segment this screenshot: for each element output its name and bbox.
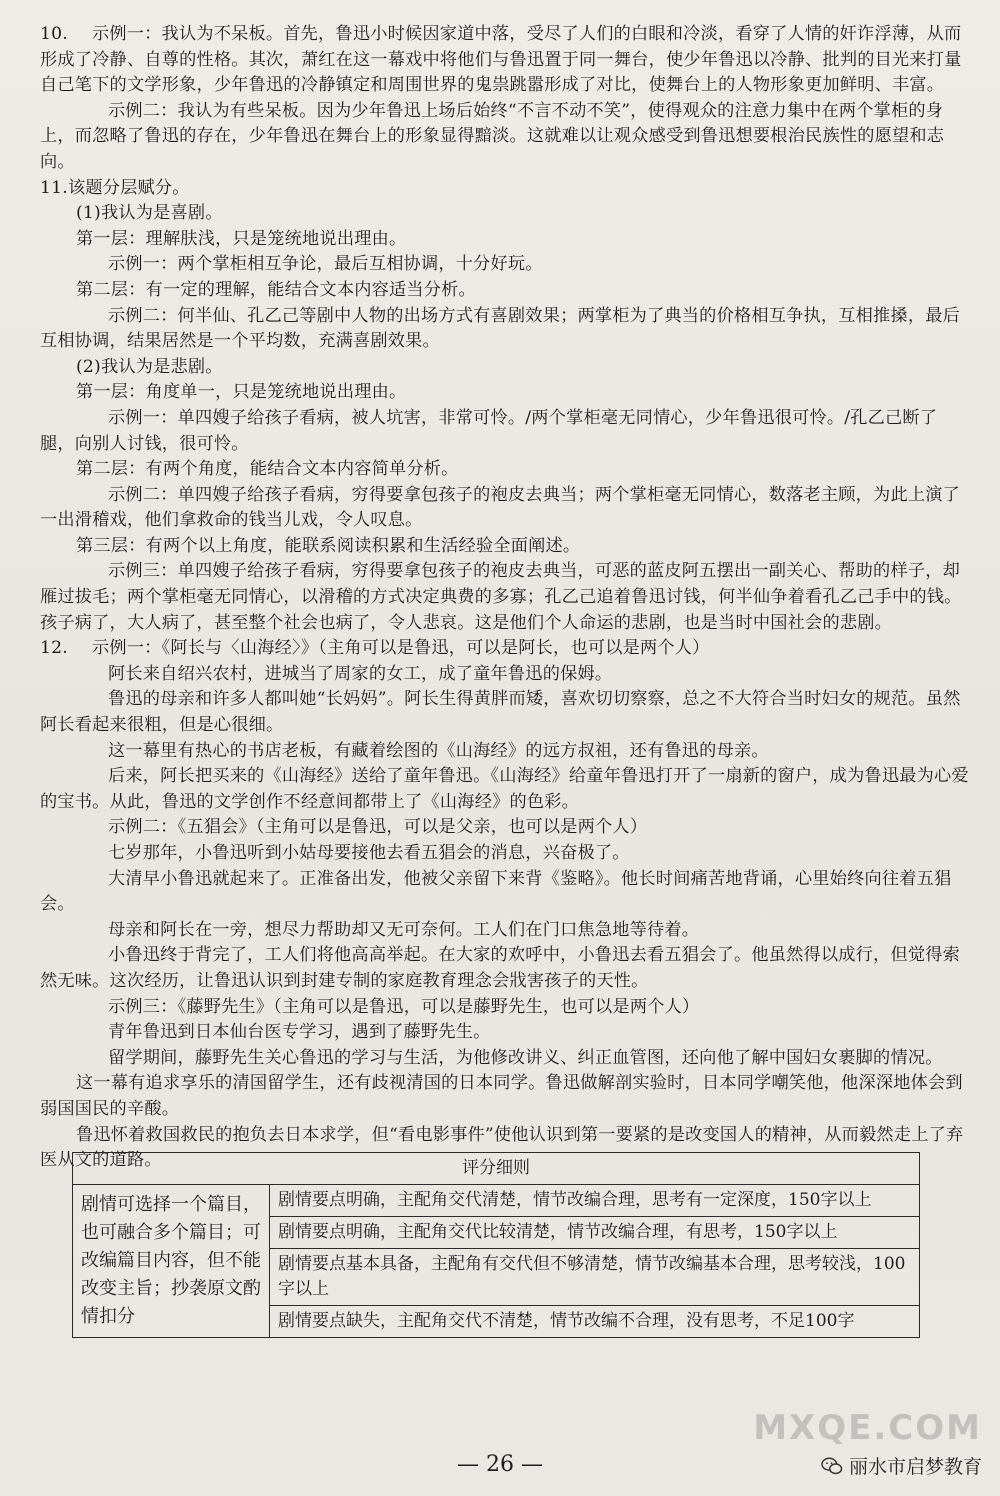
q11-b-level-1-example: 示例一：单四嫂子给孩子看病，被人坑害，非常可怜。/两个掌柜毫无同情心，少年鲁迅很可怜。/孔乙己断了腿，向别人讨钱，很可怜。 xyxy=(40,407,938,454)
rubric-table xyxy=(72,1152,920,1338)
page-number: — 26 — xyxy=(457,1452,543,1477)
q12-example-2-p4: 小鲁迅终于背完了，工人们将他高高举起。在大家的欢呼中，小鲁迅去看五猖会了。他虽然得以成行，但觉得索然无味。这次经历，让鲁迅认识到封建专制的家庭教育理念会戕害孩子的天性。 xyxy=(40,945,960,991)
site-watermark: MXQE.COM xyxy=(753,1408,982,1448)
q11-b-level-2: 第二层：有两个角度，能结合文本内容简单分析。 xyxy=(76,459,459,480)
q12-example-3-p1: 青年鲁迅到日本仙台医专学习，遇到了藤野先生。 xyxy=(108,1022,491,1043)
q12-example-1-p3: 这一幕里有热心的书店老板，有藏着绘图的《山海经》的远方叔祖，还有鲁迅的母亲。 xyxy=(108,740,769,761)
wechat-icon xyxy=(821,1456,843,1476)
q12-example-3-p4: 鲁迅怀着救国救民的抱负去日本求学，但“看电影事件”使他认识到第一要紧的是改变国人的精神，从而毅然走上了弃医从文的道路。 xyxy=(40,1124,964,1171)
q10-example-2: 示例二：我认为有些呆板。因为少年鲁迅上场后始终“不言不动不笑”，使得观众的注意力集中在两个掌柜的身上，而忽略了鲁迅的存在，少年鲁迅在舞台上的形象显得黯淡。这就难以让观众感受到鲁迅想要根治民族性的愿望和志向。 xyxy=(40,100,945,172)
rubric-header-row xyxy=(73,1153,920,1185)
q12-example-1-p1: 阿长来自绍兴农村，进城当了周家的女工，成了童年鲁迅的保姆。 xyxy=(108,663,613,684)
q11-a-level-1-example: 示例一：两个掌柜相互争论，最后互相协调，十分好玩。 xyxy=(108,254,543,275)
rubric-level-1: 剧情要点明确，主配角交代清楚，情节改编合理，思考有一定深度，150字以上 xyxy=(270,1185,920,1217)
q10-example-1 xyxy=(40,22,970,99)
q11-intro xyxy=(40,176,970,202)
q12-example-2-title: 示例二：《五猖会》（主角可以是鲁迅，可以是父亲，也可以是两个人） xyxy=(108,817,648,838)
rubric-criteria-cell: 剧情可选择一个篇目，也可融合多个篇目；可改编篇目内容，但不能改变主旨；抄袭原文酌情扣分 xyxy=(73,1185,270,1338)
answer-content xyxy=(40,22,970,1174)
q12-example-3-p3: 这一幕有追求享乐的清国留学生，还有歧视清国的日本同学。鲁迅做解剖实验时，日本同学嘲笑他，他深深地体会到弱国国民的辛酸。 xyxy=(40,1073,963,1119)
wechat-watermark xyxy=(821,1452,982,1479)
q11-b-title: (2)我认为是悲剧。 xyxy=(76,356,223,377)
q11-number: 11. xyxy=(40,177,68,198)
q12-example-3-p2: 留学期间，藤野先生关心鲁迅的学习与生活，为他修改讲义、纠正血管图，还向他了解中国妇女裹脚的情况。 xyxy=(108,1047,943,1068)
q10-number: 10. xyxy=(40,24,68,44)
watermark-text: 丽水市启梦教育 xyxy=(848,1456,982,1478)
rubric-level-2: 剧情要点明确，主配角交代比较清楚，情节改编合理，有思考，150字以上 xyxy=(270,1217,920,1249)
q12-number: 12. xyxy=(40,638,68,659)
q10-example-1-text: 示例一：我认为不呆板。首先，鲁迅小时候因家道中落，受尽了人们的白眼和冷淡，看穿了人情的奸诈浮薄，从而形成了冷静、自尊的性格。其次，萧红在这一幕戏中将他们与鲁迅置于同一舞台，使少年鲁迅以冷静、批判的目光来打量自己笔下的文学形象，少年鲁迅的冷静镇定和周围世界的鬼祟跳嚣形成了对比，使舞台上的人物形象更加鲜明、丰富。 xyxy=(40,24,962,96)
table-row xyxy=(73,1185,920,1217)
q12-example-1-p2: 鲁迅的母亲和许多人都叫她“长妈妈”。阿长生得黄胖而矮，喜欢切切察察，总之不大符合当时妇女的规范。虽然阿长看起来很粗，但是心很细。 xyxy=(40,689,961,736)
q12-example-1-title-text: 示例一：《阿长与〈山海经〉》（主角可以是鲁迅，可以是阿长，也可以是两个人） xyxy=(92,638,710,659)
q11-a-level-2: 第二层：有一定的理解，能结合文本内容适当分析。 xyxy=(76,279,476,300)
rubric-level-3: 剧情要点基本具备，主配角有交代但不够清楚，情节改编基本合理，思考较浅，100字以上 xyxy=(270,1249,920,1306)
q11-intro-text: 该题分层赋分。 xyxy=(67,177,190,198)
q12-example-2-p3: 母亲和阿长在一旁，想尽力帮助却又无可奈何。工人们在门口焦急地等待着。 xyxy=(108,919,700,940)
q11-b-level-3-example: 示例三：单四嫂子给孩子看病，穷得要拿包孩子的袍皮去典当，可恶的蓝皮阿五摆出一副关心、帮助的样子，却雁过拔毛；两个掌柜毫无同情心，以滑稽的方式决定典费的多寡；孔乙己追着鲁迅讨钱，何半仙争着看孔乙己手中的钱。孩子病了，大人病了，甚至整个社会也病了，令人悲哀。这是他们个人命运的悲剧，也是当时中国社会的悲剧。 xyxy=(40,561,962,633)
rubric-level-4: 剧情要点缺失，主配角交代不清楚，情节改编不合理，没有思考，不足100字 xyxy=(270,1306,920,1338)
q11-b-level-1: 第一层：角度单一，只是笼统地说出理由。 xyxy=(76,382,407,403)
rubric-header: 评分细则 xyxy=(73,1153,920,1185)
q11-b-level-3: 第三层：有两个以上角度，能联系阅读积累和生活经验全面阐述。 xyxy=(76,535,581,556)
q11-b-level-2-example: 示例二：单四嫂子给孩子看病，穷得要拿包孩子的袍皮去典当；两个掌柜毫无同情心，数落老主顾，为此上演了一出滑稽戏，他们拿救命的钱当儿戏，令人叹息。 xyxy=(40,484,960,531)
q11-a-level-2-example: 示例二：何半仙、孔乙己等剧中人物的出场方式有喜剧效果；两掌柜为了典当的价格相互争执，互相推搡，最后互相协调，结果居然是一个平均数，充满喜剧效果。 xyxy=(40,305,960,352)
q12-example-2-p1: 七岁那年，小鲁迅听到小姑母要接他去看五猖会的消息，兴奋极了。 xyxy=(108,843,630,863)
q11-a-level-1: 第一层：理解肤浅，只是笼统地说出理由。 xyxy=(76,228,407,249)
q12-example-1-title xyxy=(40,636,970,662)
q11-a-title: (1)我认为是喜剧。 xyxy=(76,203,223,224)
q12-example-3-title: 示例三：《藤野先生》（主角可以是鲁迅，可以是藤野先生，也可以是两个人） xyxy=(108,996,700,1017)
q12-example-1-p4: 后来，阿长把买来的《山海经》送给了童年鲁迅。《山海经》给童年鲁迅打开了一扇新的窗户，成为鲁迅最为心爱的宝书。从此，鲁迅的文学创作不经意间都带上了《山海经》的色彩。 xyxy=(40,766,969,812)
q12-example-2-p2: 大清早小鲁迅就起来了。正准备出发，他被父亲留下来背《鉴略》。他长时间痛苦地背诵，心里始终向往着五猖会。 xyxy=(40,868,952,915)
